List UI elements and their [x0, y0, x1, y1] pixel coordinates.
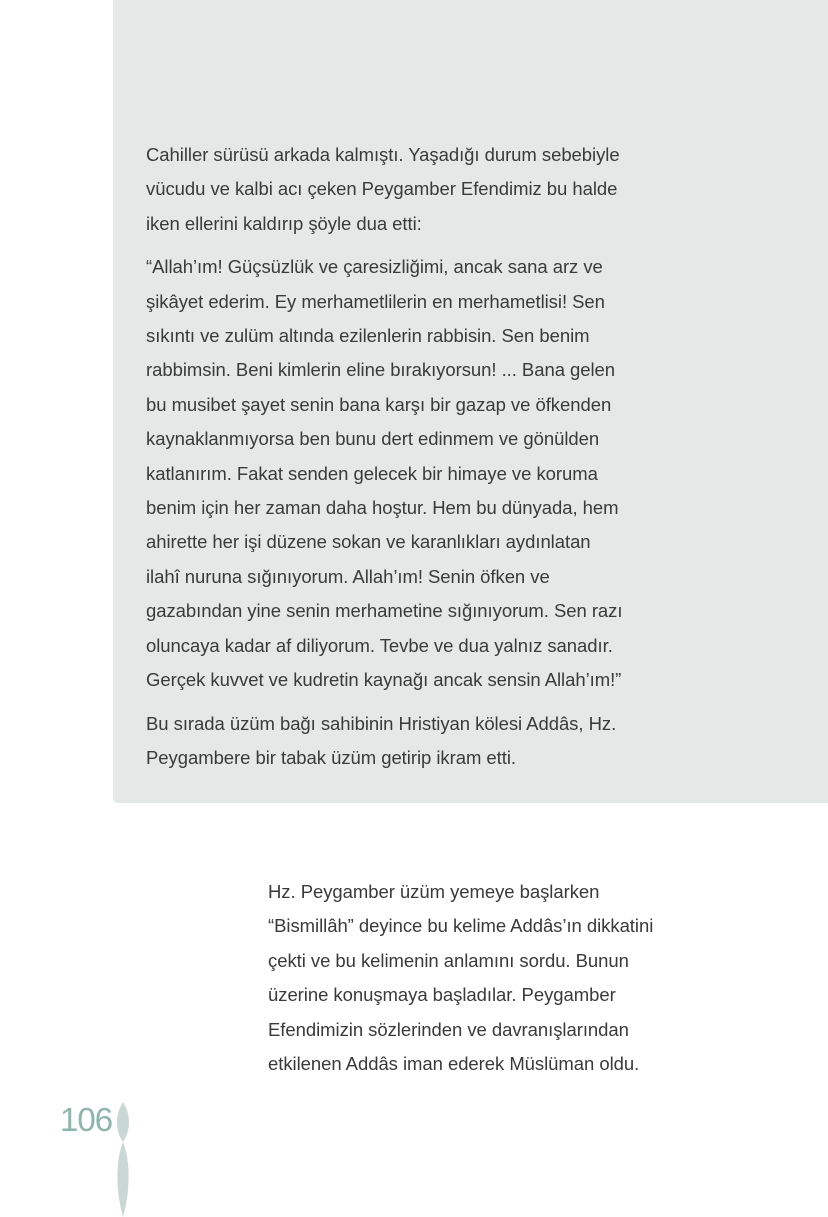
panel-text-block	[146, 138, 646, 775]
paragraph-intro: Cahiller sürüsü arkada kalmıştı. Yaşadığı durum sebebiyle vücudu ve kalbi acı çeken Peygamber Efendimiz bu halde iken ellerini kaldırıp şöyle dua etti:	[146, 144, 620, 234]
page-number: 106	[60, 1101, 113, 1138]
page-ornament-icon	[112, 1102, 134, 1217]
paragraph-prayer: “Allah’ım! Güçsüzlük ve çaresizliğimi, ancak sana arz ve şikâyet ederim. Ey merhametlilerin en merhametlisi! Sen sıkıntı ve zulüm altında ezilenlerin rabbisin. Sen benim rabbimsin. Beni kimlerin eline bırakıyorsun! ... Bana gelen bu musibet şayet senin bana karşı bir gazap ve öfkenden kaynaklanmıyorsa ben bunu dert edinmem ve gönülden katlanırım. Fakat senden gelecek bir himaye ve koruma benim için her zaman daha hoştur. Hem bu dünyada, hem ahirette her işi düzene sokan ve karanlıkları aydınlatan ilahî nuruna sığınıyorum. Allah’ım! Senin öfken ve gazabından yine senin merhametine sığınıyorum. Sen razı oluncaya kadar af diliyorum. Tevbe ve dua yalnız sanadır. Gerçek kuvvet ve kudretin kaynağı ancak sensin Allah’ım!”	[146, 256, 623, 691]
paragraph-bismillah: Hz. Peygamber üzüm yemeye başlarken “Bismillâh” deyince bu kelime Addâs’ın dikkatini çekti ve bu kelimenin anlamını sordu. Bunun üzerine konuşmaya başladılar. Peygamber Efendimizin sözlerinden ve davranışlarından etkilenen Addâs iman ederek Müslüman oldu.	[268, 881, 654, 1075]
paragraph-addas: Bu sırada üzüm bağı sahibinin Hristiyan kölesi Addâs, Hz. Peygambere bir tabak üzüm getirip ikram etti.	[146, 712, 617, 768]
